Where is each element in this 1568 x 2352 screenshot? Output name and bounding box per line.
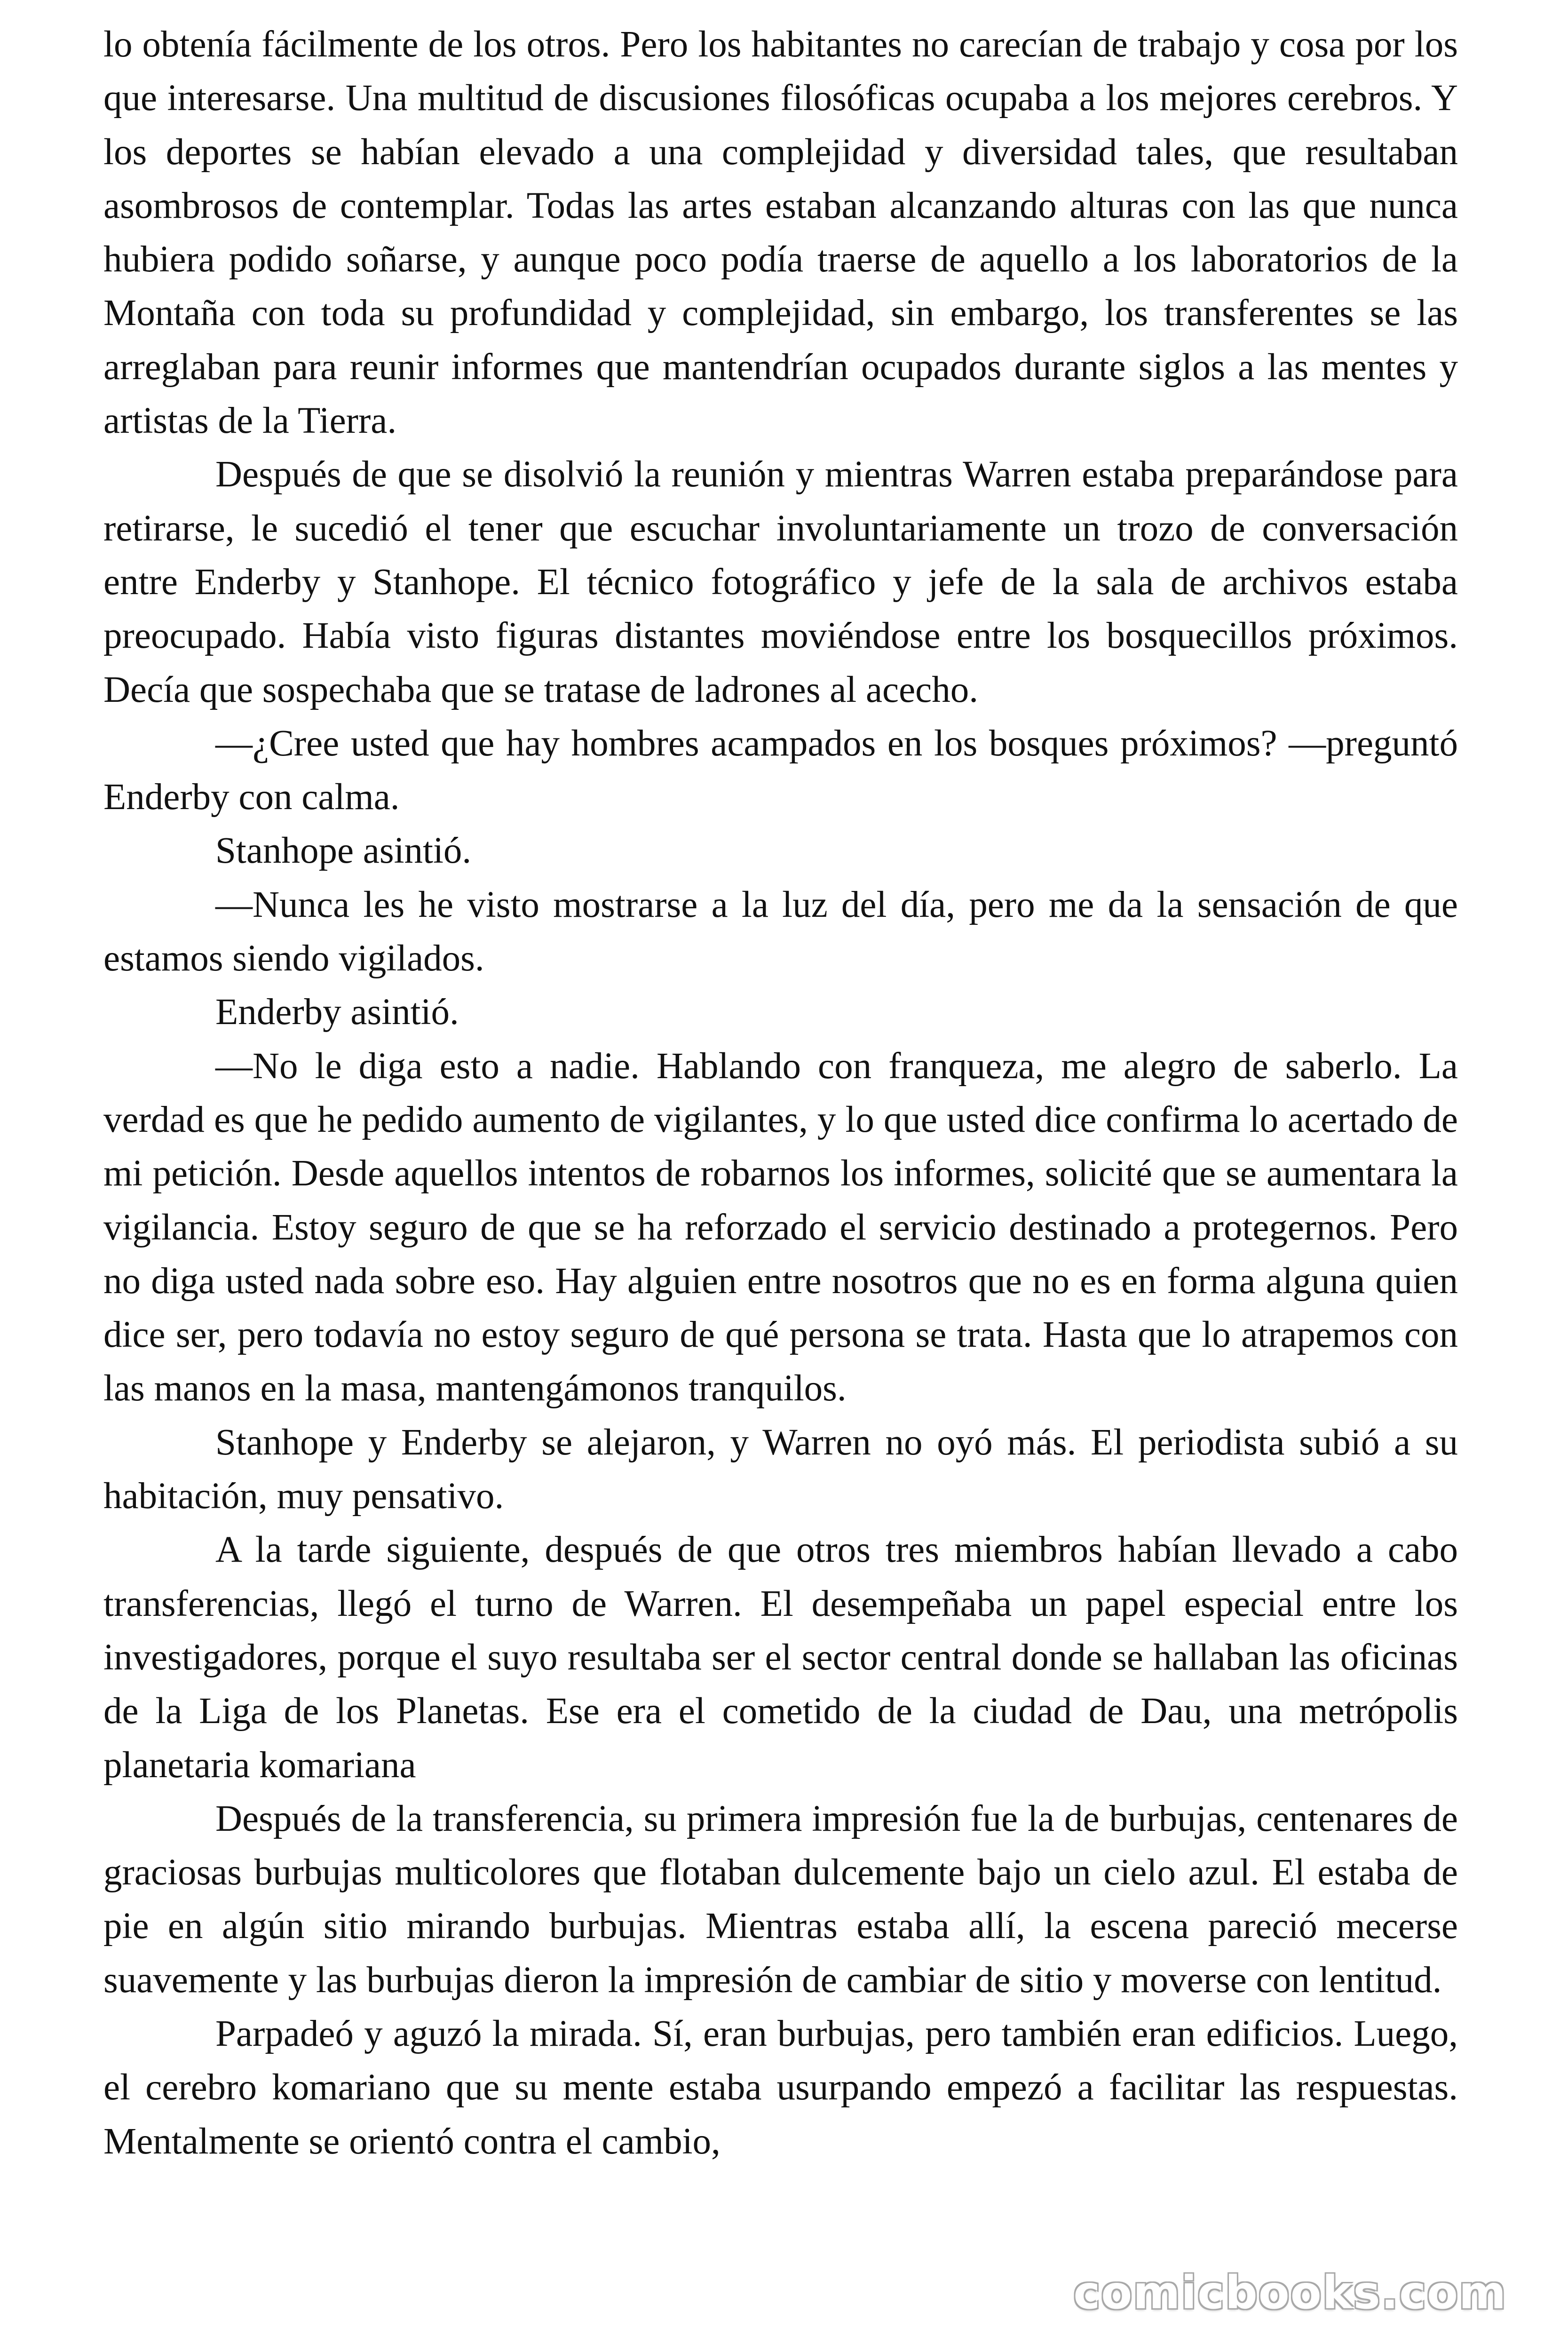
paragraph-6: Enderby asintió. [215, 992, 459, 1033]
book-page [103, 18, 1458, 2169]
paragraph-7: —No le diga esto a nadie. Hablando con franqueza, me alegro de saberlo. La verdad es que he pedido aumento de vigilantes, y lo que usted dice confirma lo acertado de mi petición. Desde aquellos intentos de robarnos los informes, solicité que se aumentara la vigilancia. Estoy seguro de que se ha reforzado el servicio destinado a protegernos. Pero no diga usted nada sobre eso. Hay alguien entre nosotros que no es en forma alguna quien dice ser, pero todavía no estoy seguro de qué persona se trata. Hasta que lo atrapemos con las manos en la masa, mantengámonos tranquilos. [103, 1045, 1458, 1409]
paragraph-10: Después de la transferencia, su primera impresión fue la de burbujas, centenares de graciosas burbujas multicolores que flotaban dulcemente bajo un cielo azul. El estaba de pie en algún sitio mirando burbujas. Mientras estaba allí, la escena pareció mecerse suavemente y las burbujas dieron la impresión de cambiar de sitio y moverse con lentitud. [103, 1798, 1458, 2001]
paragraph-9: A la tarde siguiente, después de que otros tres miembros habían llevado a cabo transferencias, llegó el turno de Warren. El desempeñaba un papel especial entre los investigadores, porque el suyo resultaba ser el sector central donde se hallaban las oficinas de la Liga de los Planetas. Ese era el cometido de la ciudad de Dau, una metrópolis planetaria komariana [103, 1529, 1458, 1786]
watermark: comicbooks.com [1073, 2266, 1507, 2319]
paragraph-5: —Nunca les he visto mostrarse a la luz del día, pero me da la sensación de que estamos siendo vigilados. [103, 884, 1458, 979]
paragraph-2: Después de que se disolvió la reunión y mientras Warren estaba preparándose para retirarse, le sucedió el tener que escuchar involuntariamente un trozo de conversación entre Enderby y Stanhope. El técnico fotográfico y jefe de la sala de archivos estaba preocupado. Había visto figuras distantes moviéndose entre los bosquecillos próximos. Decía que sospechaba que se tratase de ladrones al acecho. [103, 454, 1458, 710]
paragraph-4: Stanhope asintió. [215, 830, 472, 872]
paragraph-1: lo obtenía fácilmente de los otros. Pero los habitantes no carecían de trabajo y cosa por los que interesarse. Una multitud de discusiones filosóficas ocupaba a los mejores cerebros. Y los deportes se habían elevado a una complejidad y diversidad tales, que resultaban asombrosos de contemplar. Todas las artes estaban alcanzando alturas con las que nunca hubiera podido soñarse, y aunque poco podía traerse de aquello a los laboratorios de la Montaña con toda su profundidad y complejidad, sin embargo, los transferentes se las arreglaban para reunir informes que mantendrían ocupados durante siglos a las mentes y artistas de la Tierra. [103, 24, 1458, 442]
paragraph-8: Stanhope y Enderby se alejaron, y Warren no oyó más. El periodista subió a su habitación, muy pensativo. [103, 1422, 1458, 1517]
paragraph-11: Parpadeó y aguzó la mirada. Sí, eran burbujas, pero también eran edificios. Luego, el cerebro komariano que su mente estaba usurpando empezó a facilitar las respuestas. Mentalmente se orientó contra el cambio, [103, 2013, 1458, 2162]
paragraph-3: —¿Cree usted que hay hombres acampados en los bosques próximos? —preguntó Enderby con calma. [103, 723, 1458, 818]
